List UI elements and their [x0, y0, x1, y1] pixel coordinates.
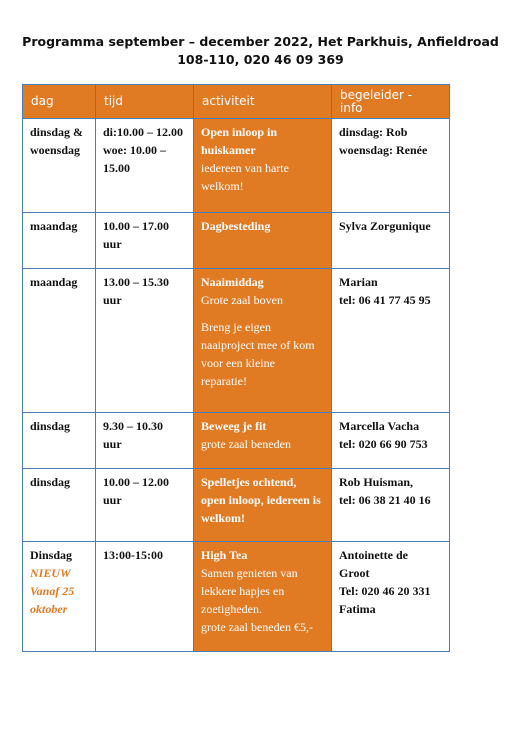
activity-description: reparatie!	[201, 374, 247, 388]
activity-title: Beweeg je fit	[201, 419, 267, 433]
table-row	[23, 213, 450, 269]
info-line: Marian	[339, 275, 378, 289]
activity-title: open inloop, iedereen is	[201, 493, 321, 507]
info-line: Sylva Zorgunique	[339, 219, 431, 233]
cell-tijd	[96, 413, 194, 469]
tijd-line: 13:00-15:00	[103, 548, 163, 562]
activity-title: Naaimiddag	[201, 275, 264, 289]
program-table	[22, 84, 450, 652]
cell-info	[332, 542, 450, 652]
info-line: tel: 06 41 77 45 95	[339, 293, 431, 307]
dag-line: maandag	[30, 275, 78, 289]
new-badge: NIEUW	[30, 566, 71, 580]
page-title	[0, 33, 521, 69]
cell-activiteit	[194, 469, 332, 542]
cell-dag	[23, 542, 96, 652]
cell-dag	[23, 213, 96, 269]
tijd-line: 10.00 – 17.00	[103, 219, 169, 233]
tijd-line: uur	[103, 437, 122, 451]
tijd-line: 15.00	[103, 161, 130, 175]
tijd-line: 13.00 – 15.30	[103, 275, 169, 289]
cell-activiteit	[194, 269, 332, 413]
activity-description: welkom!	[201, 179, 244, 193]
activity-description: voor een kleine	[201, 356, 275, 370]
dag-line: dinsdag &	[30, 125, 84, 139]
activity-description: naaiproject mee of kom	[201, 338, 315, 352]
activity-description: lekkere hapjes en	[201, 584, 285, 598]
cell-dag	[23, 413, 96, 469]
activity-description: Breng je eigen	[201, 320, 271, 334]
activity-description: grote zaal beneden €5,-	[201, 620, 313, 634]
cell-tijd	[96, 119, 194, 213]
activity-title: Dagbesteding	[201, 219, 271, 233]
tijd-line: uur	[103, 237, 122, 251]
new-badge: Vanaf 25	[30, 584, 75, 598]
cell-tijd	[96, 213, 194, 269]
tijd-line: uur	[103, 493, 122, 507]
header-dag: dag	[23, 85, 96, 119]
table-row	[23, 542, 450, 652]
table-row	[23, 269, 450, 413]
activity-title: High Tea	[201, 548, 248, 562]
activity-description: zoetigheden.	[201, 602, 262, 616]
activity-title: Open inloop in	[201, 125, 278, 139]
table-header-row	[23, 85, 450, 119]
spacer	[201, 309, 325, 318]
cell-activiteit	[194, 213, 332, 269]
activity-title: welkom!	[201, 511, 245, 525]
info-line: Groot	[339, 566, 370, 580]
cell-activiteit	[194, 542, 332, 652]
cell-activiteit	[194, 119, 332, 213]
new-badge: oktober	[30, 602, 68, 616]
info-line: dinsdag: Rob	[339, 125, 408, 139]
activity-description: Grote zaal boven	[201, 293, 283, 307]
info-line: tel: 06 38 21 40 16	[339, 493, 431, 507]
tijd-line: uur	[103, 293, 122, 307]
table-row	[23, 413, 450, 469]
activity-description: Samen genieten van	[201, 566, 298, 580]
cell-activiteit	[194, 413, 332, 469]
dag-line: dinsdag	[30, 475, 71, 489]
info-line: Fatima	[339, 602, 376, 616]
dag-line: dinsdag	[30, 419, 71, 433]
cell-tijd	[96, 269, 194, 413]
dag-line: maandag	[30, 219, 78, 233]
dag-line: Dinsdag	[30, 548, 73, 562]
cell-tijd	[96, 469, 194, 542]
header-tijd: tijd	[96, 85, 194, 119]
activity-description: grote zaal beneden	[201, 437, 291, 451]
cell-dag	[23, 469, 96, 542]
title-line-2: 108-110, 020 46 09 369	[177, 52, 344, 67]
header-begeleider-line-1: begeleider -	[340, 87, 413, 102]
activity-title: Spelletjes ochtend,	[201, 475, 297, 489]
header-begeleider-line-2: info	[340, 100, 363, 115]
cell-tijd	[96, 542, 194, 652]
header-begeleider	[332, 85, 450, 119]
tijd-line: woe: 10.00 –	[103, 143, 166, 157]
cell-info	[332, 469, 450, 542]
info-line: Antoinette de	[339, 548, 408, 562]
info-line: Rob Huisman,	[339, 475, 414, 489]
dag-line: woensdag	[30, 143, 81, 157]
info-line: woensdag: Renée	[339, 143, 428, 157]
cell-dag	[23, 119, 96, 213]
tijd-line: di:10.00 – 12.00	[103, 125, 184, 139]
cell-info	[332, 269, 450, 413]
cell-info	[332, 413, 450, 469]
cell-info	[332, 119, 450, 213]
table-row	[23, 469, 450, 542]
cell-dag	[23, 269, 96, 413]
cell-info	[332, 213, 450, 269]
table-row	[23, 119, 450, 213]
info-line: Marcella Vacha	[339, 419, 420, 433]
tijd-line: 10.00 – 12.00	[103, 475, 169, 489]
info-line: Tel: 020 46 20 331	[339, 584, 431, 598]
header-activiteit: activiteit	[194, 85, 332, 119]
activity-title: huiskamer	[201, 143, 256, 157]
info-line: tel: 020 66 90 753	[339, 437, 428, 451]
activity-description: iedereen van harte	[201, 161, 289, 175]
tijd-line: 9.30 – 10.30	[103, 419, 163, 433]
title-line-1: Programma september – december 2022, Het Parkhuis, Anfieldroad	[22, 34, 499, 49]
